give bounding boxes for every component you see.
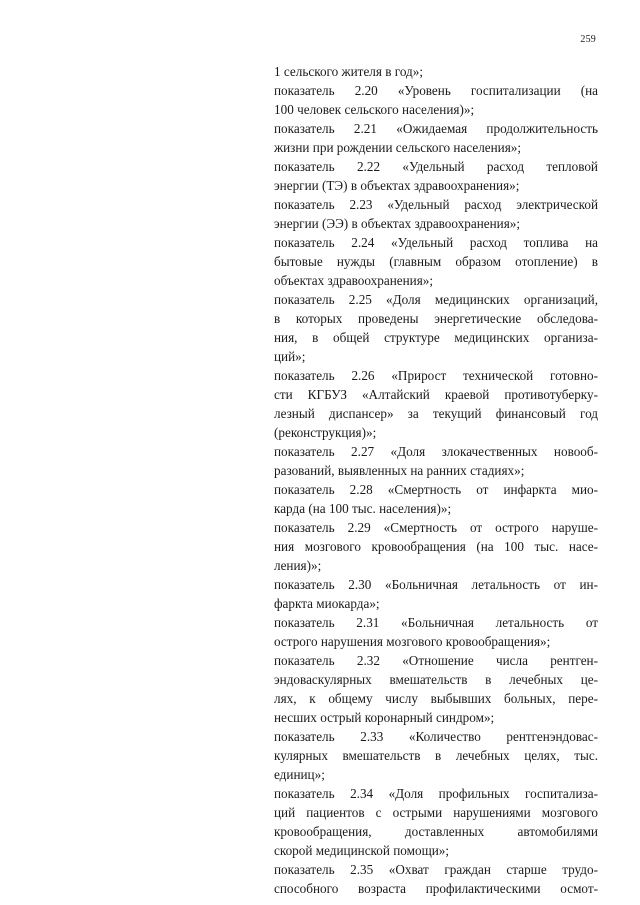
- text-line: показатель 2.35 «Охват граждан старше трудо-: [274, 862, 598, 877]
- text-line: ния, в общей структуре медицинских организа-: [274, 330, 598, 345]
- text-line: ций»;: [274, 349, 306, 364]
- text-line: ций пациентов с острыми нарушениями мозгового: [274, 805, 598, 820]
- text-line: 100 человек сельского населения)»;: [274, 102, 475, 117]
- text-line: показатель 2.31 «Больничная летальность от: [274, 615, 598, 630]
- text-line: 1 сельского жителя в год»;: [274, 64, 424, 79]
- text-line: разований, выявленных на ранних стадиях»;: [274, 463, 525, 478]
- text-line: фаркта миокарда»;: [274, 596, 380, 611]
- text-line: показатель 2.33 «Количество рентгенэндовас-: [274, 729, 598, 744]
- text-line: в которых проведены энергетические обследова-: [274, 311, 598, 326]
- text-line: ления)»;: [274, 558, 322, 573]
- text-line: лезный диспансер» за текущий финансовый год: [274, 406, 598, 421]
- text-line: показатель 2.28 «Смертность от инфаркта мио-: [274, 482, 598, 497]
- document-text-body: [274, 62, 598, 898]
- text-line: несших острый коронарный синдром»;: [274, 710, 495, 725]
- text-line: единиц»;: [274, 767, 325, 782]
- text-line: острого нарушения мозгового кровообращения»;: [274, 634, 551, 649]
- text-line: показатель 2.32 «Отношение числа рентген-: [274, 653, 598, 668]
- text-line: показатель 2.29 «Смертность от острого наруше-: [274, 520, 598, 535]
- text-line: способного возраста профилактическими осмот-: [274, 881, 598, 896]
- text-line: показатель 2.22 «Удельный расход тепловой: [274, 159, 598, 174]
- text-line: кулярных вмешательств в лечебных целях, тыс.: [274, 748, 598, 763]
- text-line: показатель 2.20 «Уровень госпитализации (на: [274, 83, 598, 98]
- text-line: энергии (ЭЭ) в объектах здравоохранения»;: [274, 216, 521, 231]
- text-line: лях, к общему числу выбывших больных, пере-: [274, 691, 598, 706]
- text-line: ния мозгового кровообращения (на 100 тыс. насе-: [274, 539, 598, 554]
- text-line: энергии (ТЭ) в объектах здравоохранения»;: [274, 178, 520, 193]
- text-line: показатель 2.25 «Доля медицинских организаций,: [274, 292, 598, 307]
- text-line: показатель 2.26 «Прирост технической готовно-: [274, 368, 598, 383]
- text-line: показатель 2.27 «Доля злокачественных новооб-: [274, 444, 598, 459]
- text-line: показатель 2.23 «Удельный расход электрической: [274, 197, 598, 212]
- text-line: жизни при рождении сельского населения»;: [274, 140, 522, 155]
- text-line: (реконструкция)»;: [274, 425, 377, 440]
- page-number: 259: [580, 34, 596, 45]
- text-line: показатель 2.21 «Ожидаемая продолжительность: [274, 121, 598, 136]
- text-line: эндоваскулярных вмешательств в лечебных це-: [274, 672, 598, 687]
- text-line: показатель 2.24 «Удельный расход топлива на: [274, 235, 598, 250]
- text-line: показатель 2.34 «Доля профильных госпитализа-: [274, 786, 598, 801]
- text-line: показатель 2.30 «Больничная летальность от ин-: [274, 577, 598, 592]
- text-line: кровообращения, доставленных автомобилями: [274, 824, 598, 839]
- text-line: карда (на 100 тыс. населения)»;: [274, 501, 452, 516]
- text-line: объектах здравоохранения»;: [274, 273, 434, 288]
- text-line: сти КГБУЗ «Алтайский краевой противотуберку-: [274, 387, 598, 402]
- text-line: бытовые нужды (главным образом отопление) в: [274, 254, 598, 269]
- text-line: скорой медицинской помощи»;: [274, 843, 450, 858]
